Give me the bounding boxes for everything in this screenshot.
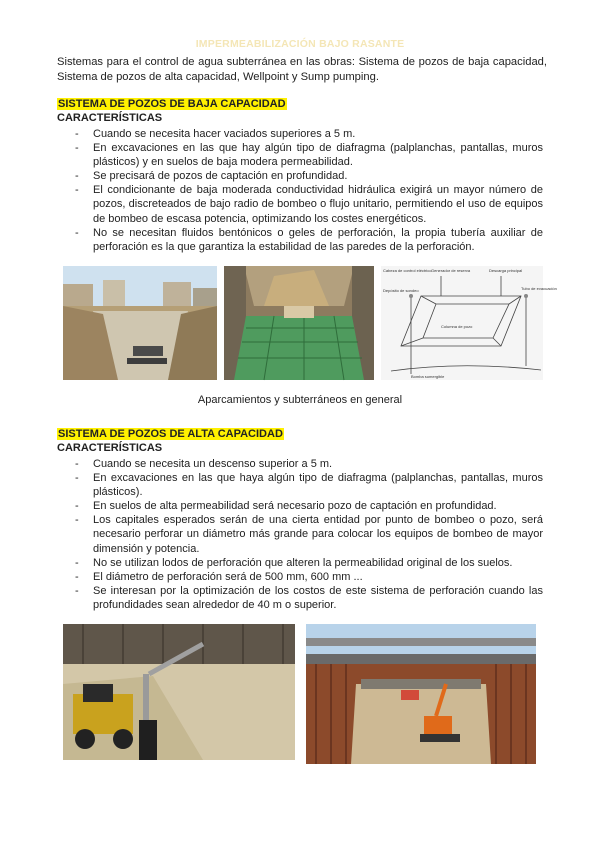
diagram-label: Descarga principal	[489, 268, 523, 273]
section-subheading-high: CARACTERÍSTICAS	[57, 442, 163, 454]
bullet-list-high	[57, 457, 543, 612]
list-item: - En excavaciones en las que haya algún tipo de diafragma (palplanchas, pantallas, muros plásticos).	[75, 472, 543, 499]
list-item: - Los capitales esperados serán de una cierta entidad por punto de bombeo o pozo, será necesario perforar un diámetro más grande para colocar los equipos de bombeo de mayor dimensión y potencia.	[75, 514, 543, 555]
intro-paragraph: Sistemas para el control de agua subterránea en las obras: Sistema de pozos de baja capacidad, Sistema de pozos de alta capacidad, Wellpoint y Sump pumping.	[57, 56, 547, 83]
list-item: - Cuando se necesita hacer vaciados superiores a 5 m.	[75, 128, 356, 140]
section-subheading-low: CARACTERÍSTICAS	[57, 112, 163, 124]
list-item: - Cuando se necesita un descenso superior a 5 m.	[75, 458, 333, 470]
list-item: - El diámetro de perforación será de 500 mm, 600 mm ...	[75, 570, 363, 583]
diagram-label: Depósito de sondeo	[383, 288, 419, 293]
photo-sheet-pile-excavation	[306, 624, 536, 764]
photo-drilling-rig-excavation	[63, 624, 295, 760]
photo-rebar-excavation	[224, 266, 374, 380]
section-heading-low-capacity: SISTEMA DE POZOS DE BAJA CAPACIDAD	[58, 98, 286, 110]
diagram-label: Generador de reserva	[431, 268, 471, 273]
figure-caption: Aparcamientos y subterráneos en general	[197, 394, 403, 406]
list-item: - Se precisará de pozos de captación en profundidad.	[75, 170, 348, 183]
list-item: - En suelos de alta permeabilidad será necesario pozo de captación en profundidad.	[75, 500, 497, 513]
photo-excavation-trench	[63, 266, 217, 380]
list-item: - Se interesan por la optimización de los costos de este sistema de perforación cuando las profundidades sean alrededor de 40 m o superior.	[75, 584, 543, 611]
diagram-label: Cabeza de control eléctrico	[383, 268, 432, 273]
bullet-list-low	[57, 127, 543, 254]
list-item: - No se necesitan fluidos bentónicos o geles de perforación, la propia tubería auxiliar de perforación es la que garantiza la estabilidad de las paredes de la perforación.	[75, 226, 543, 253]
list-item: - No se utilizan lodos de perforación que alteren la permeabilidad original de los suelos.	[75, 556, 513, 569]
section-heading-high-capacity: SISTEMA DE POZOS DE ALTA CAPACIDAD	[58, 428, 283, 440]
page-title: IMPERMEABILIZACIÓN BAJO RASANTE	[195, 38, 405, 50]
diagram-label: Columna de pozo	[441, 324, 473, 329]
diagram-label: Bomba sumergible	[411, 374, 445, 379]
list-item: - En excavaciones en las que hay algún tipo de diafragma (palplanchas, pantallas, muros plásticos) y en suelos de baja modera permeabilidad.	[75, 142, 543, 169]
list-item: - El condicionante de baja moderada conductividad hidráulica exigirá un mayor número de pozos, discreteados de bajo radio de bombeo o flujo unitario, permitiendo el uso de equipos de bombeo de escasa potencia, optimizando los costes energéticos.	[75, 184, 543, 225]
diagram-label: Tubo de evacuación	[521, 286, 557, 291]
diagram-well-system	[381, 266, 557, 380]
